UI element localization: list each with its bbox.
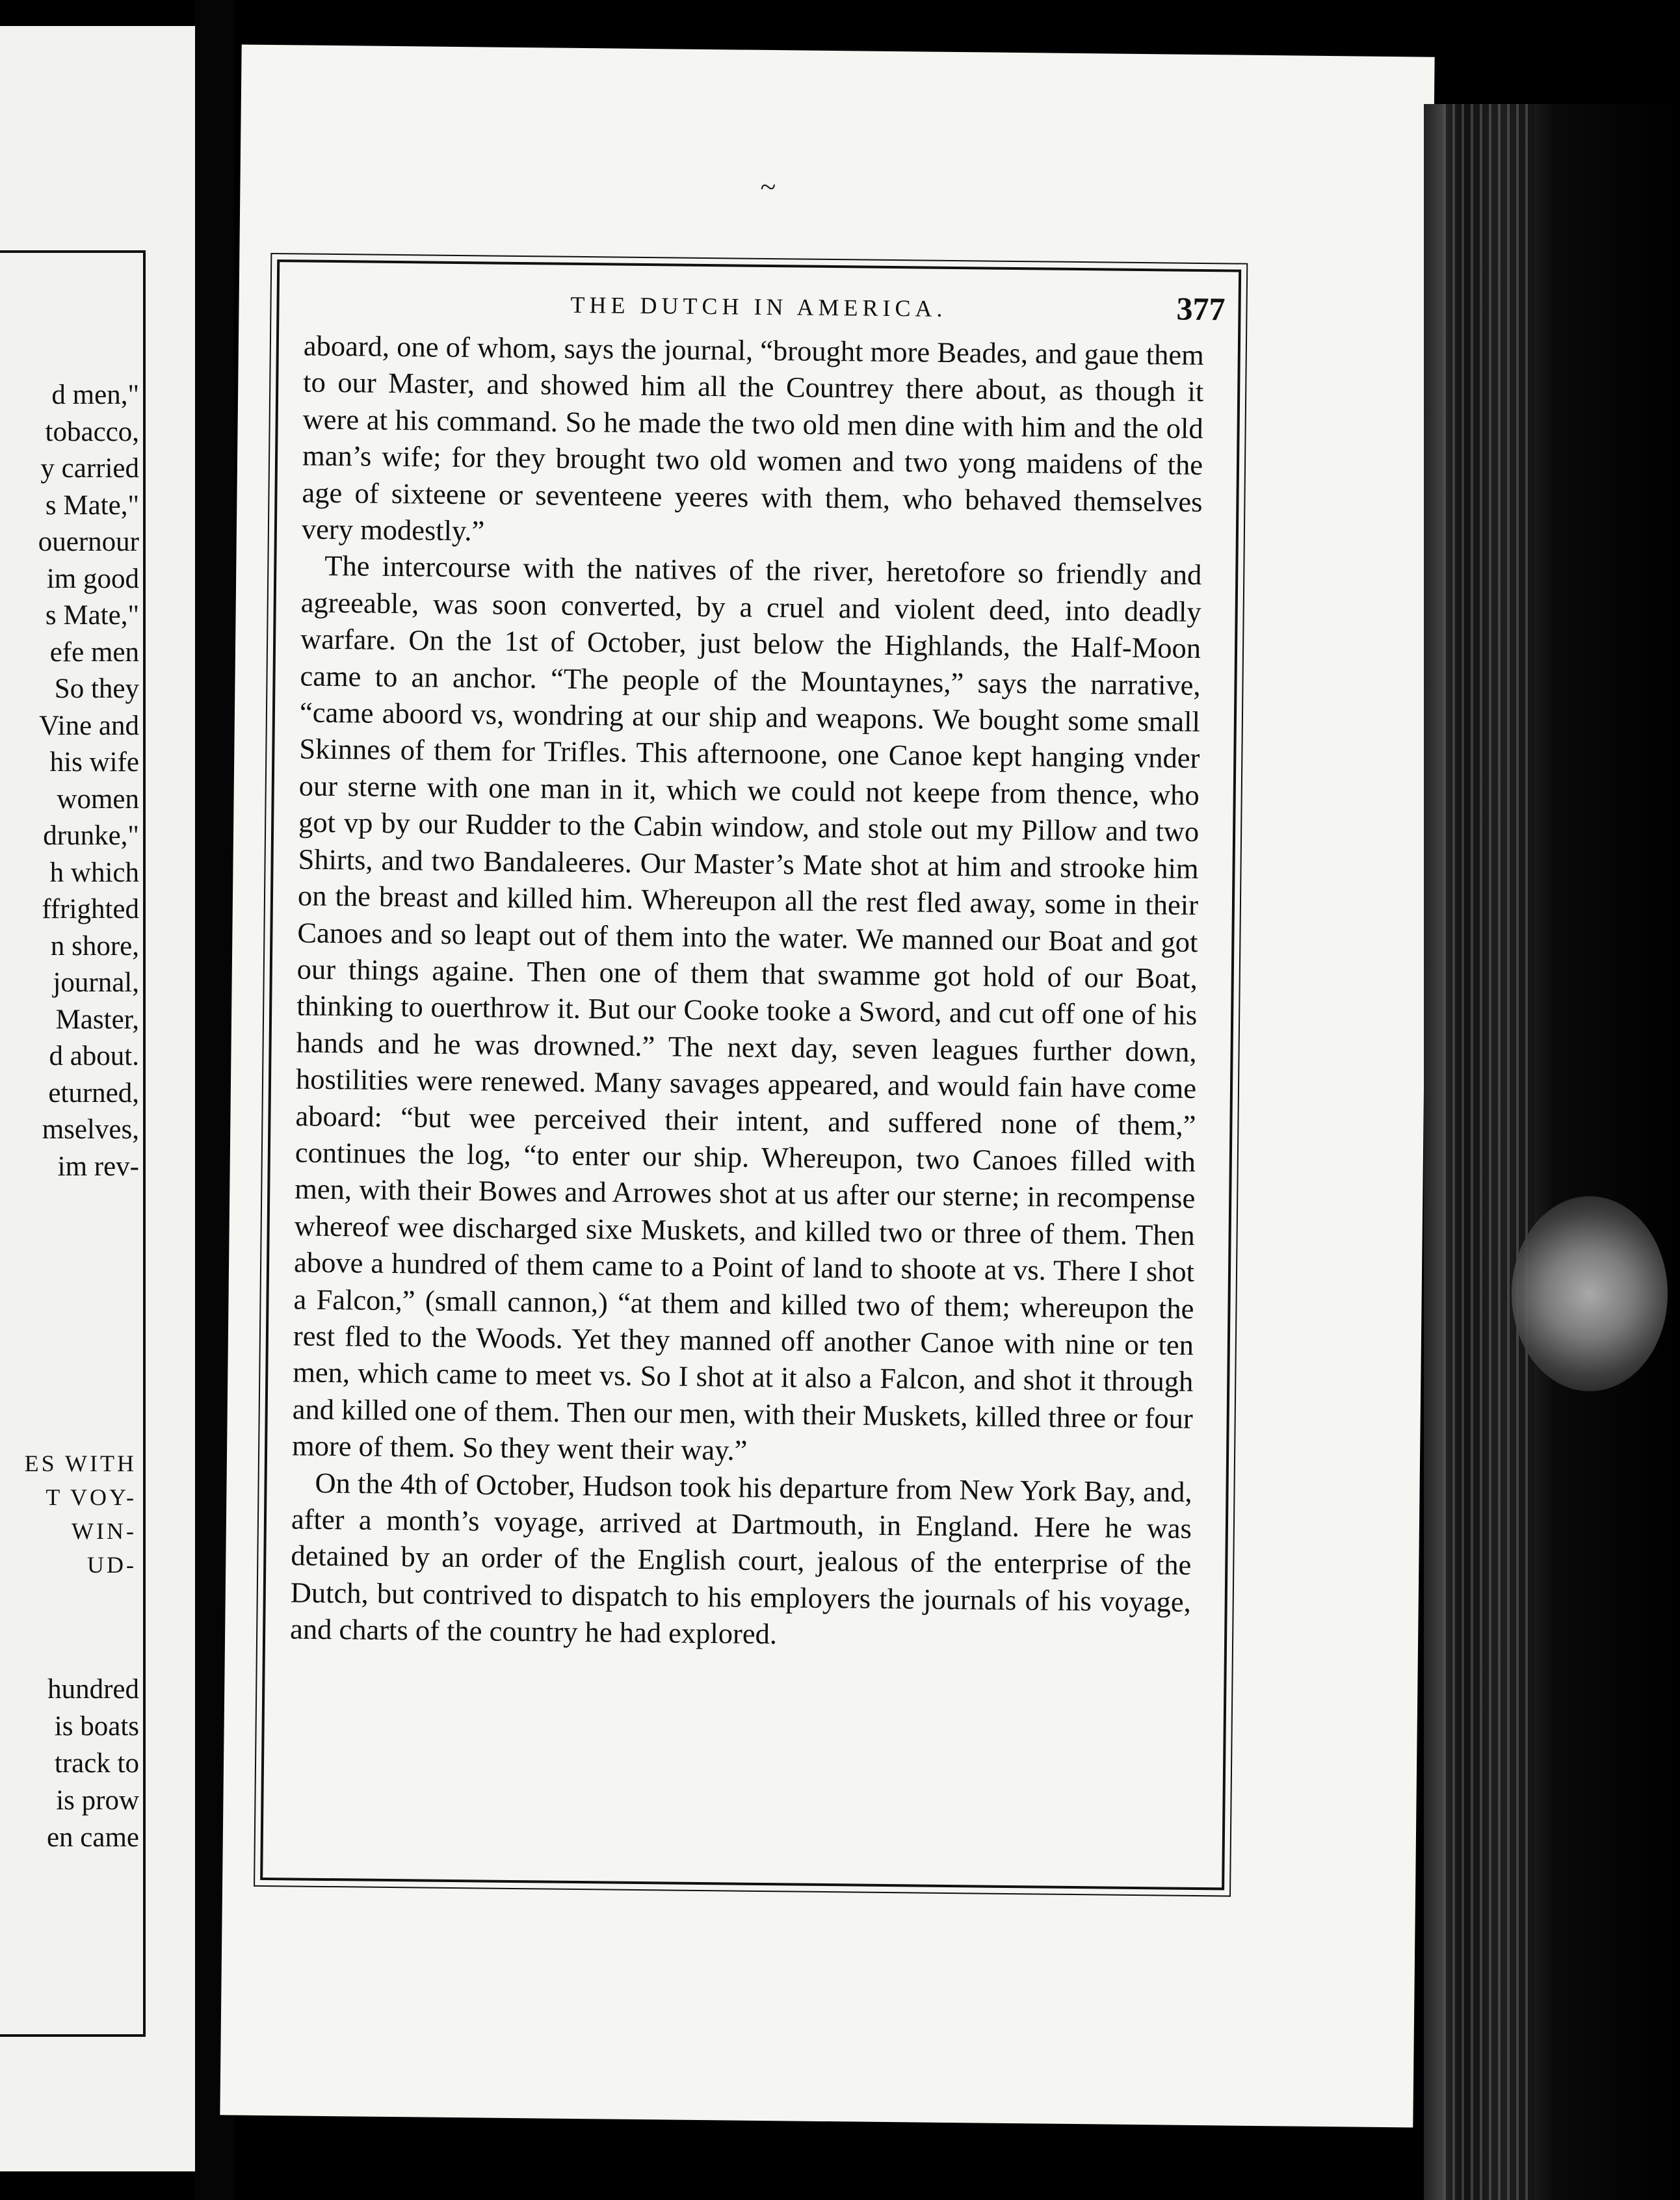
body-text — [290, 328, 1204, 1657]
left-page-line: h which — [49, 857, 139, 888]
left-page-heading-line: UD- — [87, 1552, 137, 1578]
left-page-line: d men," — [51, 380, 139, 410]
left-page-line: Vine and — [39, 710, 139, 741]
left-page-line: y carried — [40, 453, 139, 484]
running-head: THE DUTCH IN AMERICA. — [570, 291, 947, 322]
left-page-line: hundred — [47, 1674, 139, 1705]
ink-smudge: ~ — [760, 170, 776, 203]
left-page-text-fragments-lower — [0, 1671, 139, 1856]
left-page-line: ffrighted — [42, 894, 139, 924]
left-page-line: So they — [54, 674, 139, 704]
left-page-line: im rev- — [57, 1151, 139, 1182]
left-page-line: n shore, — [50, 930, 139, 962]
left-page-line: his wife — [49, 747, 139, 778]
left-page-line: efe men — [49, 636, 139, 668]
book-edge — [1424, 104, 1680, 2200]
page-edge-stripes — [1443, 104, 1534, 2200]
left-page-text-fragments — [0, 377, 139, 1185]
page-number: 377 — [1176, 290, 1226, 328]
left-page-line: en came — [46, 1822, 139, 1853]
left-page-line: Master, — [55, 1004, 139, 1035]
paragraph: The intercourse with the natives of the river, heretofore so friendly and agreeable, was soon converted, by a cruel and violent deed, into deadly warfare. On the 1st of October, just below the Highlands, the Half-Moon came to an anchor. “The people of the Mountaynes,” says the narrative, “came aboord vs, wondring at our ship and weapons. We bought some small Skinnes of them for Trifles. This afternoone, one Canoe kept hanging vnder our sterne with one man in it, which we could not keepe from thence, who got vp by our Rudder to the Cabin window, and stole out my Pillow and two Shirts, and two Bandaleeres. Our Master’s Mate shot at him and strooke him on the breast and killed him. Whereupon all the rest fled away, some in their Canoes and so leapt out of them into the water. We manned our Boat and got our things againe. Then one of them that swamme got hold of our Boat, thinking to ouerthrow it. But our Cooke tooke a Sword, and cut off one of his hands and he was drowned.” The next day, seven leagues further down, hostilities were renewed. Many savages appeared, and would fain have come aboard: “but wee perceived their intent, and suffered none of them,” continues the log, “to enter our ship. Whereupon, two Canoes filled with men, with their Bowes and Arrowes shot at us after our sterne; in recompense whereof wee discharged sixe Muskets, and killed two or three of them. Then above a hundred of them came to a Point of land to shoote at vs. There I shot a Falcon,” (small cannon,) “at them and killed two of them; whereupon the rest fled to the Woods. Yet they manned off another Canoe with nine or ten men, which came to meet vs. So I shot at it also a Falcon, and shot it through and killed one of them. Then our men, with their Muskets, killed three or four more of them. So they went their way.” — [291, 549, 1202, 1467]
left-page-heading-line: WIN- — [72, 1518, 137, 1544]
left-page-line: im good — [46, 563, 139, 594]
left-page — [0, 26, 195, 2171]
left-page-line: track to — [54, 1748, 139, 1779]
left-page-line: is prow — [56, 1785, 139, 1816]
left-page-line: journal, — [53, 967, 139, 998]
paragraph: aboard, one of whom, says the journal, “brought more Beades, and gaue them to our Master, and showed him all the Countrey there about, as though it were at his command. So he made the two old men dine with him and the old man’s wife; for they brought two old women and two yong maidens of the age of sixteene or seventeene yeeres with them, who behaved themselves very modestly.” — [301, 329, 1205, 547]
page-frame — [260, 259, 1241, 1890]
left-page-line: mselves, — [42, 1114, 139, 1145]
left-page-line: ouernour — [38, 527, 139, 557]
left-page-line: women — [57, 783, 139, 815]
left-page-heading-line: T VOY- — [46, 1484, 137, 1510]
right-page — [220, 44, 1434, 2127]
left-page-heading-fragments — [0, 1447, 137, 1582]
left-page-line: s Mate," — [45, 600, 139, 631]
scan-blemish — [1512, 1196, 1668, 1391]
left-page-line: tobacco, — [45, 416, 139, 447]
left-page-line: s Mate," — [45, 490, 139, 521]
paragraph: On the 4th of October, Hudson took his departure from New York Bay, and, after a month’s voyage, arrived at Dartmouth, in England. Here he was detained by an order of the English court, jealous of the enterprise of the Dutch, but contrived to dispatch to his employers the journals of his voyage, and charts of the country he had explored. — [289, 1466, 1192, 1651]
left-page-line: is boats — [54, 1711, 139, 1742]
left-page-line: eturned, — [48, 1077, 139, 1108]
left-page-line: drunke," — [43, 820, 139, 851]
left-page-line: d about. — [49, 1041, 139, 1071]
left-page-heading-line: ES WITH — [24, 1450, 137, 1476]
